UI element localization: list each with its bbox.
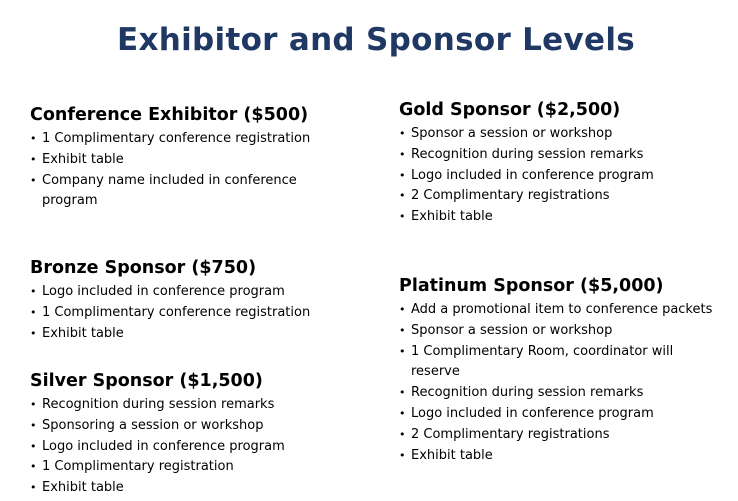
gold-level-heading: Gold Sponsor ($2,500) (399, 100, 621, 120)
benefit-item: • Exhibit table (399, 207, 729, 228)
benefit-item: • Exhibit table (30, 478, 370, 499)
bullet-icon: • (30, 398, 37, 411)
silver-benefits-list (30, 395, 370, 499)
benefit-item: • 1 Complimentary registration (30, 457, 370, 478)
exhibitor-benefits-list (30, 129, 330, 212)
bullet-icon: • (399, 127, 406, 140)
benefit-item: • Recognition during session remarks (399, 145, 729, 166)
bullet-icon: • (399, 344, 406, 358)
bronze-level-section (30, 257, 370, 344)
benefit-item: • Recognition during session remarks (30, 395, 370, 416)
bullet-icon: • (30, 326, 37, 340)
benefit-item: • Recognition during session remarks (399, 383, 729, 404)
page-title: Exhibitor and Sponsor Levels (116, 22, 636, 58)
benefit-item: • Logo included in conference program (399, 166, 729, 187)
benefit-item: • Exhibit table (30, 150, 330, 171)
platinum-benefits-list (399, 300, 729, 466)
benefit-item: • 1 Complimentary Room, coordinator will reserve (399, 343, 674, 380)
benefit-item: • Company name included in conference program (30, 172, 297, 209)
exhibitor-level-section (30, 104, 330, 212)
benefit-item: • Logo included in conference program (399, 404, 729, 425)
benefit-item: • Add a promotional item to conference packets (399, 300, 729, 321)
bullet-icon: • (399, 303, 406, 316)
bullet-icon: • (399, 448, 406, 462)
bullet-icon: • (30, 285, 37, 298)
platinum-level-section (399, 275, 729, 466)
benefit-item: • 2 Complimentary registrations (399, 186, 729, 207)
bullet-icon: • (399, 189, 406, 203)
bullet-icon: • (30, 439, 37, 453)
silver-level-heading: Silver Sponsor ($1,500) (30, 371, 263, 391)
benefit-item: • Exhibit table (30, 324, 370, 345)
silver-level-section (30, 370, 370, 499)
bullet-icon: • (30, 152, 37, 166)
bullet-icon: • (399, 386, 406, 400)
benefit-item: • Logo included in conference program (30, 437, 370, 458)
bronze-benefits-list (30, 282, 370, 344)
benefit-item: • 1 Complimentary conference registration (30, 303, 370, 324)
benefit-item: • 2 Complimentary registrations (399, 425, 729, 446)
benefit-item: • Sponsoring a session or workshop (30, 416, 370, 437)
benefit-item: • Exhibit table (399, 446, 729, 467)
bullet-icon: • (30, 418, 37, 432)
bullet-icon: • (399, 427, 406, 441)
gold-level-section (399, 99, 729, 228)
bullet-icon: • (399, 210, 406, 224)
benefit-item: • Sponsor a session or workshop (399, 321, 729, 342)
benefit-item: • Logo included in conference program (30, 282, 370, 303)
bullet-icon: • (30, 132, 37, 145)
bullet-icon: • (30, 173, 37, 187)
bullet-icon: • (399, 323, 406, 337)
bullet-icon: • (30, 460, 37, 474)
bronze-level-heading: Bronze Sponsor ($750) (30, 258, 257, 278)
benefit-item: • Sponsor a session or workshop (399, 124, 729, 145)
bullet-icon: • (399, 147, 406, 161)
bullet-icon: • (30, 305, 37, 319)
gold-benefits-list (399, 124, 729, 228)
platinum-level-heading: Platinum Sponsor ($5,000) (399, 276, 664, 296)
bullet-icon: • (399, 406, 406, 420)
benefit-item: • 1 Complimentary conference registration (30, 129, 330, 150)
bullet-icon: • (399, 168, 406, 182)
exhibitor-level-heading: Conference Exhibitor ($500) (30, 105, 309, 125)
bullet-icon: • (30, 481, 37, 495)
